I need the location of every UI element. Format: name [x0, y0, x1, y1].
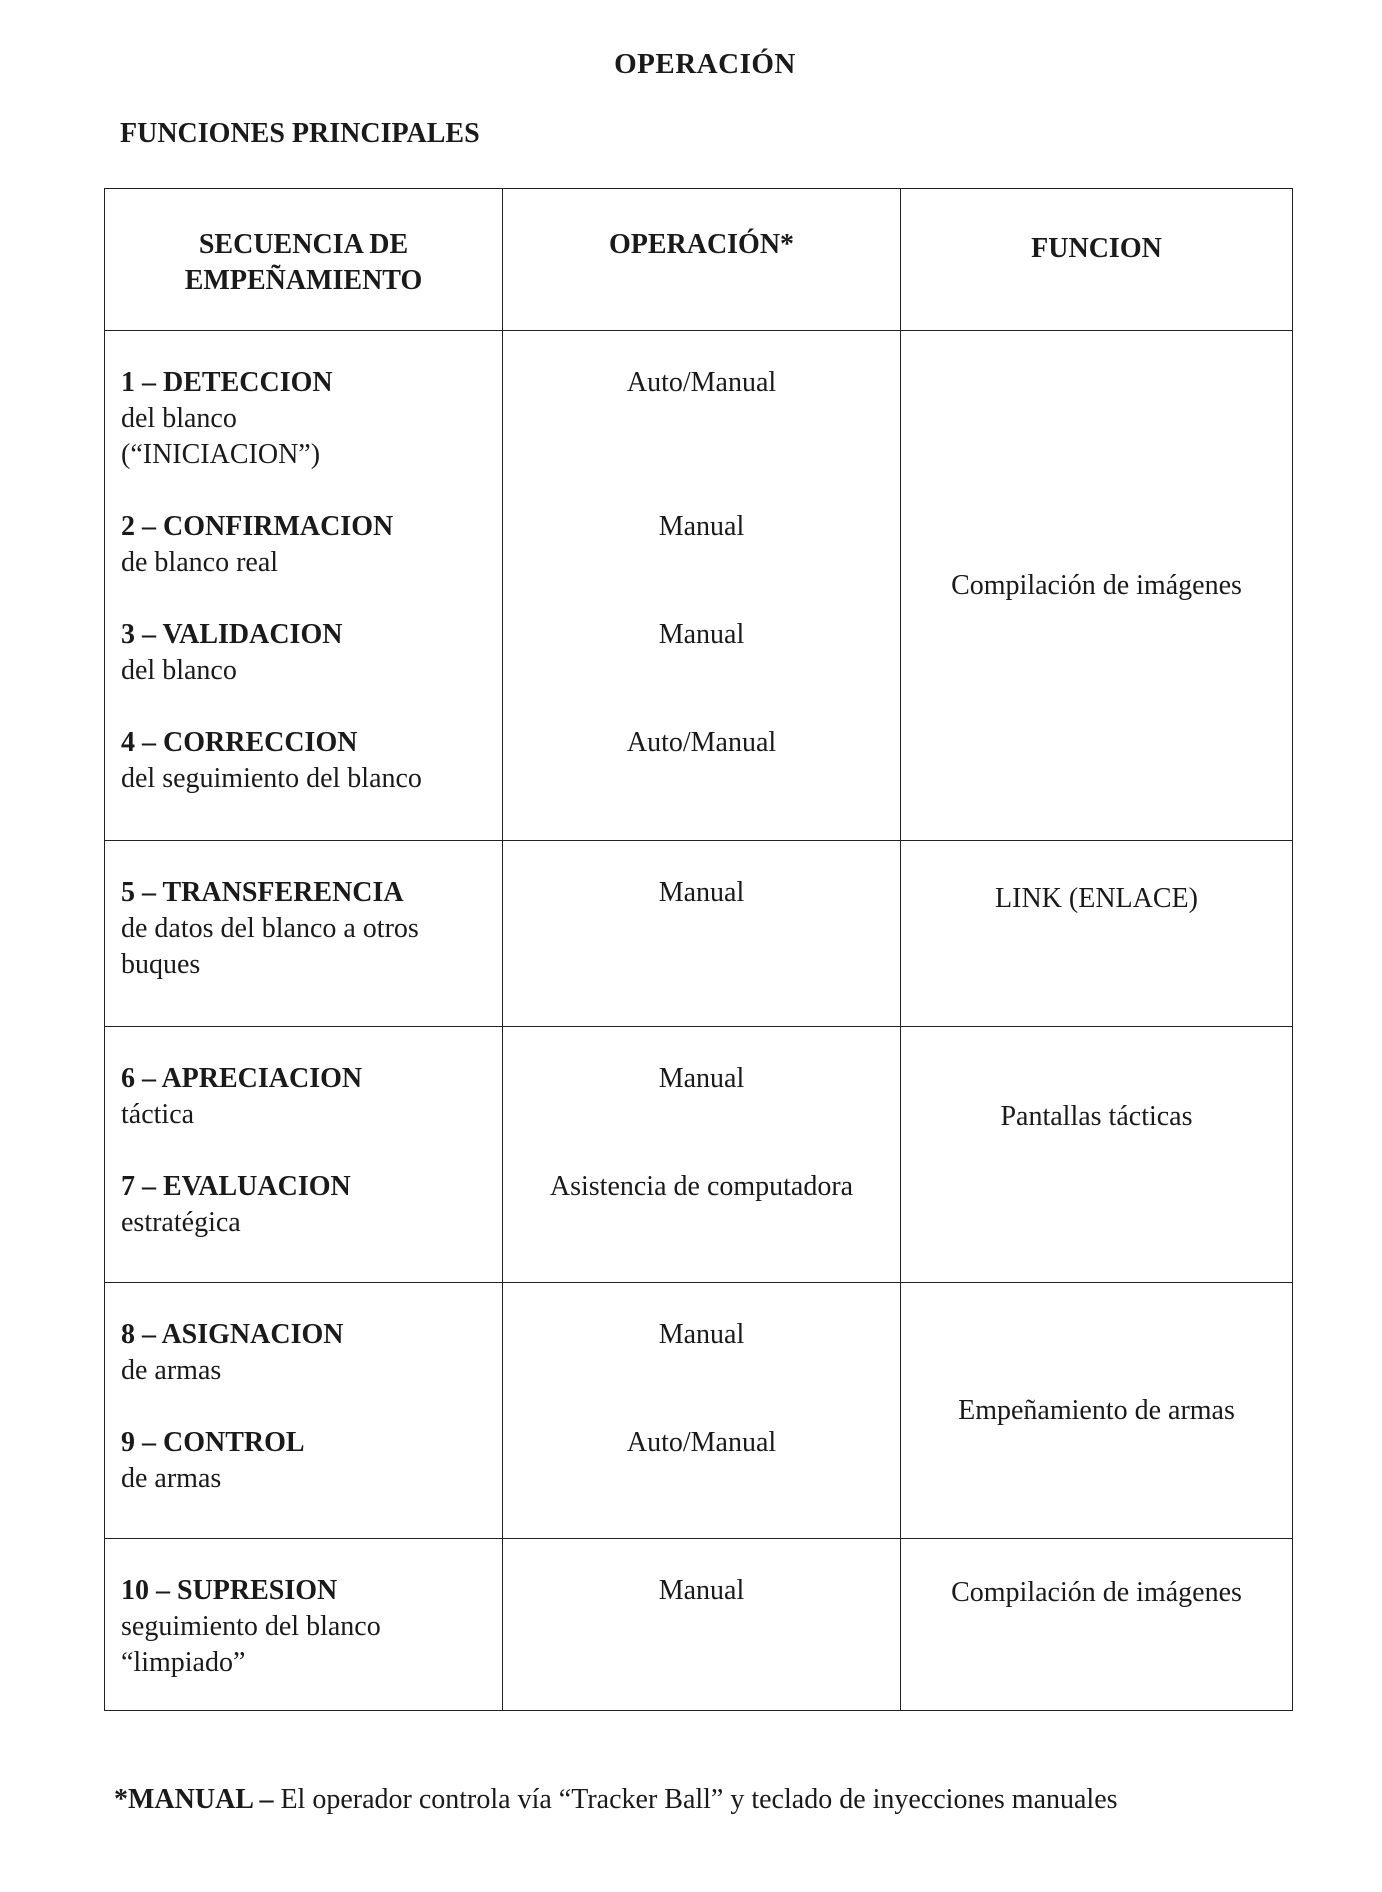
operation-value: Manual — [658, 1319, 745, 1350]
step-title: 6 – APRECIACION — [121, 1063, 363, 1094]
step-title: 9 – CONTROL — [121, 1427, 305, 1458]
section-title: FUNCIONES PRINCIPALES — [120, 118, 480, 149]
functions-table — [104, 188, 1293, 1711]
sequence-item — [121, 1169, 502, 1241]
step-title: 4 – CORRECCION — [121, 727, 358, 758]
step-description: de blanco real — [121, 547, 279, 578]
operation-value: Auto/Manual — [626, 1427, 777, 1458]
step-title: 3 – VALIDACION — [121, 619, 343, 650]
step-title: 7 – EVALUACION — [121, 1171, 351, 1202]
operation-value: Manual — [658, 619, 745, 650]
operation-cell — [503, 1027, 901, 1283]
sequence-cell — [105, 1539, 503, 1711]
operation-value: Manual — [658, 1575, 745, 1606]
sequence-item — [121, 725, 502, 797]
step-description: del blanco (“INICIACION”) — [121, 403, 321, 470]
operation-value: Auto/Manual — [626, 727, 777, 758]
footnote-text: El operador controla vía “Tracker Ball” y teclado de inyecciones manuales — [273, 1784, 1118, 1815]
operation-value: Manual — [658, 877, 745, 908]
function-cell: Compilación de imágenes — [901, 331, 1293, 841]
function-cell: Empeñamiento de armas — [901, 1283, 1293, 1539]
operation-value: Auto/Manual — [626, 367, 777, 398]
sequence-cell — [105, 331, 503, 841]
step-description: estratégica — [121, 1207, 241, 1238]
step-title: 8 – ASIGNACION — [121, 1319, 344, 1350]
operation-cell — [503, 1539, 901, 1711]
step-description: del blanco — [121, 655, 237, 686]
step-title: 2 – CONFIRMACION — [121, 511, 394, 542]
operation-value: Manual — [658, 1063, 745, 1094]
table-row — [105, 841, 1293, 1027]
sequence-item — [121, 1425, 502, 1497]
function-cell: Compilación de imágenes — [901, 1539, 1293, 1711]
function-cell: Pantallas tácticas — [901, 1027, 1293, 1283]
sequence-item — [121, 365, 502, 473]
sequence-cell — [105, 841, 503, 1027]
header-sequence: SECUENCIA DE EMPEÑAMIENTO — [105, 189, 503, 331]
sequence-item — [121, 1573, 502, 1681]
operation-value: Asistencia de computadora — [549, 1171, 854, 1202]
footnote-label: *MANUAL – — [114, 1784, 274, 1815]
function-cell: LINK (ENLACE) — [901, 841, 1293, 1027]
sequence-item — [121, 875, 502, 983]
table-row — [105, 1027, 1293, 1283]
table-row — [105, 1283, 1293, 1539]
footnote — [114, 1784, 1118, 1816]
header-operation: OPERACIÓN* — [503, 189, 901, 331]
step-title: 10 – SUPRESION — [121, 1575, 338, 1606]
page-title: OPERACIÓN — [614, 48, 796, 80]
step-title: 1 – DETECCION — [121, 367, 333, 398]
header-function: FUNCION — [901, 189, 1293, 331]
table-row — [105, 331, 1293, 841]
operation-value: Manual — [658, 511, 745, 542]
sequence-item — [121, 1061, 502, 1133]
operation-cell — [503, 331, 901, 841]
table-row — [105, 1539, 1293, 1711]
sequence-cell — [105, 1027, 503, 1283]
step-description: seguimiento del blanco “limpiado” — [121, 1611, 381, 1678]
sequence-item — [121, 509, 502, 581]
sequence-item — [121, 1317, 502, 1389]
table-header-row — [105, 189, 1293, 331]
operation-cell — [503, 841, 901, 1027]
step-description: de datos del blanco a otros buques — [121, 913, 419, 980]
sequence-cell — [105, 1283, 503, 1539]
sequence-item — [121, 617, 502, 689]
step-description: de armas — [121, 1355, 222, 1386]
step-title: 5 – TRANSFERENCIA — [121, 877, 404, 908]
step-description: de armas — [121, 1463, 222, 1494]
step-description: táctica — [121, 1099, 195, 1130]
step-description: del seguimiento del blanco — [121, 763, 422, 794]
operation-cell — [503, 1283, 901, 1539]
